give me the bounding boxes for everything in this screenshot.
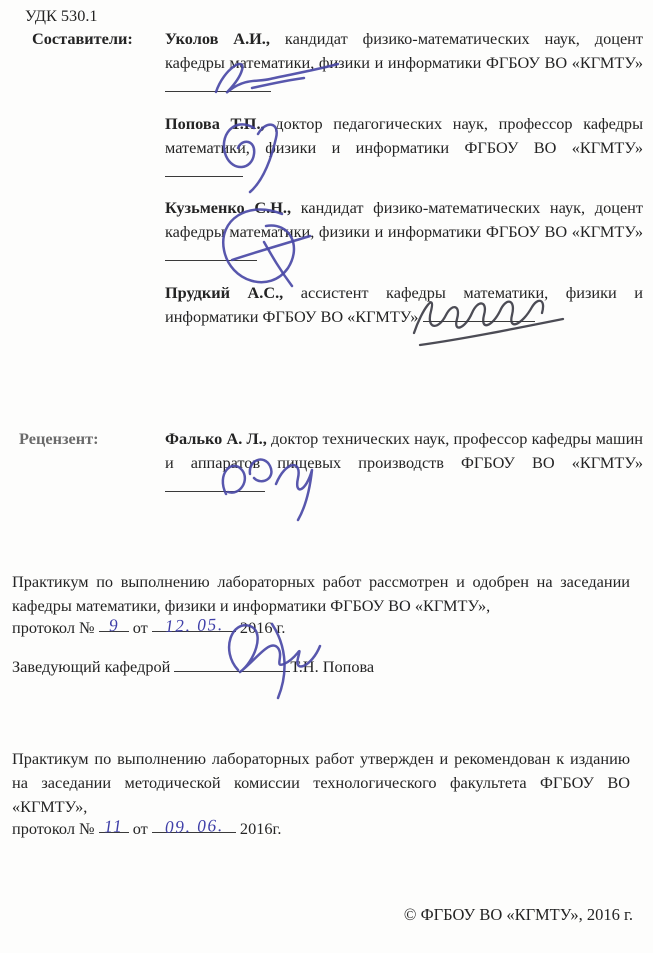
compiler-name: Кузьменко С.Н., <box>165 198 292 217</box>
compiler-entry-popova <box>165 112 643 184</box>
publication-protocol-line <box>12 814 630 841</box>
signature-line <box>165 161 243 177</box>
signature-line <box>165 476 265 492</box>
protocol-prefix: протокол № <box>12 819 95 838</box>
protocol-number-line <box>99 815 129 837</box>
department-head-line <box>12 655 630 679</box>
reviewer-label: Рецензент: <box>19 429 99 448</box>
reviewer-description: доктор технических наук, профессор кафедры машин и аппаратов пищевых производств ФГБОУ ВО «КГМТУ» <box>165 429 644 472</box>
protocol-number-handwritten: 9 <box>108 614 120 636</box>
signature-line <box>423 306 535 322</box>
compiler-description: кандидат физико-математических наук, доцент кафедры математики, физики и информатики ФГБОУ ВО «КГМТУ» <box>165 29 643 72</box>
udk-code: УДК 530.1 <box>25 6 98 25</box>
protocol-date-handwritten: 09. 06. <box>164 814 224 838</box>
protocol-prefix: протокол № <box>12 618 95 637</box>
publication-paragraph: Практикум по выполнению лабораторных работ утвержден и рекомендован к изданию на заседании методической комиссии технологического факультета ФГБОУ ВО «КГМТУ», <box>12 749 630 816</box>
approval-paragraph: Практикум по выполнению лабораторных работ рассмотрен и одобрен на заседании кафедры математики, физики и информатики ФГБОУ ВО «КГМТУ», <box>12 572 630 615</box>
compiler-name: Попова Т.П., <box>165 114 265 133</box>
protocol-date-line <box>152 613 236 637</box>
protocol-year: 2016 г. <box>239 618 286 637</box>
compiler-name: Прудкий А.С., <box>165 283 284 302</box>
department-head-name: Т.Н. Попова <box>290 657 375 676</box>
compiler-entry-prudkiy <box>165 281 643 329</box>
protocol-number-line <box>99 614 129 636</box>
signature-line <box>165 245 257 261</box>
reviewer-name: Фалько А. Л., <box>165 429 267 448</box>
copyright-line: © ФГБОУ ВО «КГМТУ», 2016 г. <box>403 905 633 924</box>
compiler-name: Уколов А.И., <box>165 29 270 48</box>
compilers-label: Составители: <box>32 29 133 48</box>
signature-line <box>174 656 290 672</box>
department-head-label: Заведующий кафедрой <box>12 657 171 676</box>
compiler-entry-ukolov <box>165 27 643 99</box>
protocol-number-handwritten: 11 <box>103 815 124 837</box>
protocol-year: 2016г. <box>239 819 282 838</box>
reviewer-entry <box>165 427 643 499</box>
protocol-date-line <box>152 814 236 838</box>
protocol-ot: от <box>132 819 148 838</box>
protocol-date-handwritten: 12. 05. <box>164 613 224 637</box>
approval-protocol-line <box>12 613 630 640</box>
compiler-entry-kuzmenko <box>165 196 643 268</box>
signature-line <box>165 76 271 92</box>
compiler-description: кандидат физико-математических наук, доцент кафедры математики, физики и информатики ФГБОУ ВО «КГМТУ» <box>165 198 643 241</box>
compiler-description: доктор педагогических наук, профессор кафедры математики, физики и информатики ФГБОУ ВО «КГМТУ» <box>165 114 644 157</box>
compiler-description: ассистент кафедры математики, физики и информатики ФГБОУ ВО «КГМТУ» <box>165 283 643 326</box>
protocol-ot: от <box>132 618 148 637</box>
